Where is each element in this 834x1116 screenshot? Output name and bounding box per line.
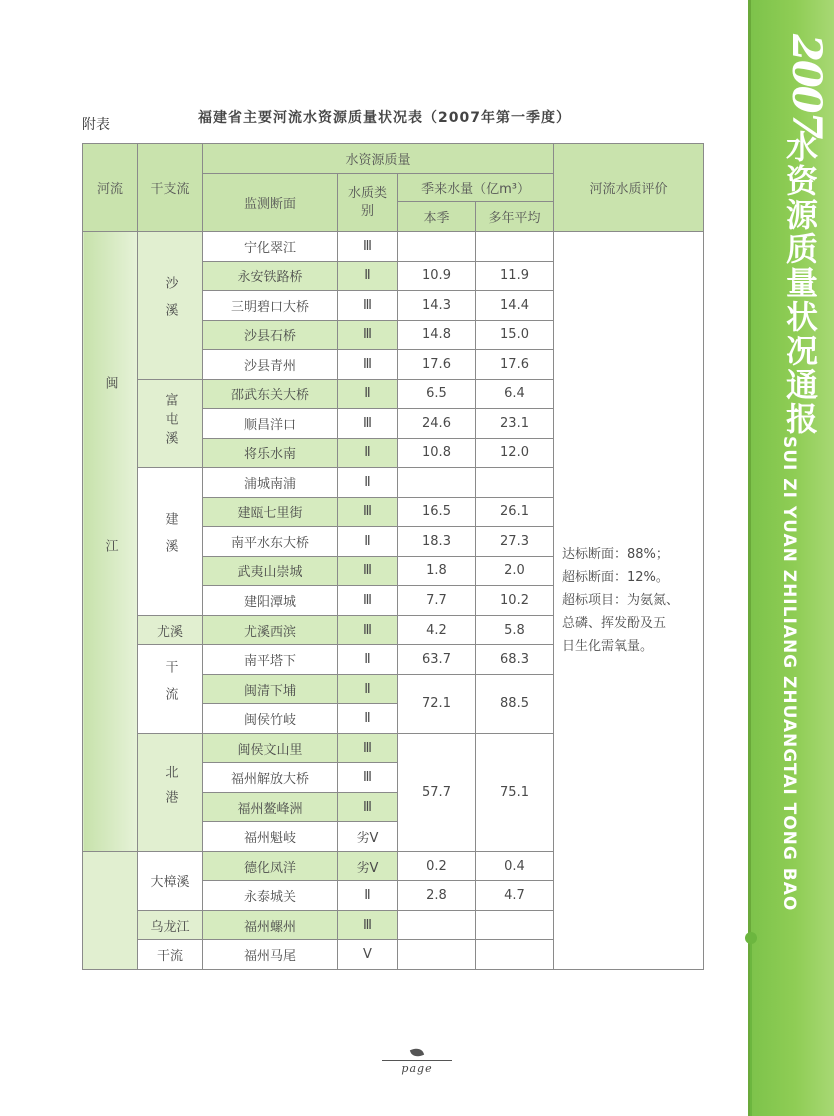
current-cell: 10.9 [398,261,476,291]
average-cell: 14.4 [476,291,554,321]
quality-cell: Ⅲ [338,792,398,822]
quality-cell: Ⅲ [338,615,398,645]
average-cell [476,232,554,262]
section-cell: 南平水东大桥 [203,527,338,557]
quality-cell: 劣Ⅴ [338,822,398,852]
section-cell: 将乐水南 [203,438,338,468]
current-cell: 63.7 [398,645,476,675]
evaluation-cell [554,232,704,970]
quality-cell: Ⅲ [338,586,398,616]
evaluation-line: 超标断面：12%。 [562,570,669,586]
current-cell [398,232,476,262]
average-cell [476,468,554,498]
evaluation-line: 超标项目：为氨氮、 [562,593,680,609]
header-quality: 水质类别 [338,174,398,232]
branch-youxi: 尤溪 [138,615,203,645]
section-cell: 福州鳌峰洲 [203,792,338,822]
section-cell: 沙县石桥 [203,320,338,350]
quality-cell: Ⅲ [338,763,398,793]
section-cell: 武夷山崇城 [203,556,338,586]
quality-cell: Ⅲ [338,350,398,380]
branch-beigang: 北港 [138,733,203,851]
section-cell: 福州马尾 [203,940,338,970]
average-cell: 17.6 [476,350,554,380]
section-cell: 宁化翠江 [203,232,338,262]
quality-cell: Ⅲ [338,409,398,439]
header-section: 监测断面 [203,174,338,232]
average-cell: 0.4 [476,851,554,881]
quality-cell: Ⅲ [338,910,398,940]
header-flow: 季来水量（亿m³） [398,174,554,202]
quality-cell: Ⅲ [338,320,398,350]
side-year: 2007 [783,34,830,138]
section-cell: 三明碧口大桥 [203,291,338,321]
section-cell: 建阳潭城 [203,586,338,616]
average-cell: 26.1 [476,497,554,527]
average-cell: 15.0 [476,320,554,350]
average-cell: 10.2 [476,586,554,616]
average-cell: 88.5 [476,674,554,733]
river-cell [83,232,138,852]
section-cell: 福州魁岐 [203,822,338,852]
average-cell: 11.9 [476,261,554,291]
section-cell: 福州解放大桥 [203,763,338,793]
section-cell: 福州螺州 [203,910,338,940]
current-cell: 7.7 [398,586,476,616]
quality-cell: Ⅱ [338,704,398,734]
average-cell: 23.1 [476,409,554,439]
section-cell: 沙县青州 [203,350,338,380]
leaf-icon [410,1046,424,1059]
attachment-label: 附表 [82,117,110,133]
branch-dazhangxi: 大樟溪 [138,851,203,910]
side-dot-icon [745,932,757,944]
section-cell: 闽侯文山里 [203,733,338,763]
branch-jianxi: 建溪 [138,468,203,616]
current-cell: 4.2 [398,615,476,645]
current-cell: 10.8 [398,438,476,468]
branch-shaxi: 沙溪 [138,232,203,380]
branch-ganliu: 干流 [138,645,203,734]
average-cell: 27.3 [476,527,554,557]
page-word: page [382,1060,452,1075]
header-current: 本季 [398,202,476,232]
current-cell: 0.2 [398,851,476,881]
header-average: 多年平均 [476,202,554,232]
quality-cell: Ⅱ [338,261,398,291]
average-cell: 5.8 [476,615,554,645]
river-cell-lower [83,851,138,969]
branch-ganliu-lower: 干流 [138,940,203,970]
page-marker [382,1048,452,1082]
current-cell [398,468,476,498]
section-cell: 永泰城关 [203,881,338,911]
side-pinyin: SUI ZI YUAN ZHILIANG ZHUANGTAI TONG BAO [779,436,799,912]
average-cell: 4.7 [476,881,554,911]
quality-cell: Ⅱ [338,468,398,498]
section-cell: 闽侯竹岐 [203,704,338,734]
section-cell: 顺昌洋口 [203,409,338,439]
side-title: 水资源质量状况通报 [781,130,819,436]
current-cell: 72.1 [398,674,476,733]
current-cell: 24.6 [398,409,476,439]
branch-futunxi: 富屯溪 [138,379,203,468]
current-cell [398,910,476,940]
river-name: 闽江 [102,376,118,703]
quality-cell: Ⅱ [338,527,398,557]
branch-wulongjiang: 乌龙江 [138,910,203,940]
side-line [750,944,752,1116]
current-cell: 6.5 [398,379,476,409]
header-river: 河流 [83,144,138,232]
evaluation-line: 达标断面：88%； [562,547,669,563]
current-cell: 14.3 [398,291,476,321]
quality-cell: Ⅲ [338,232,398,262]
average-cell [476,910,554,940]
section-cell: 南平塔下 [203,645,338,675]
header-branch: 干支流 [138,144,203,232]
current-cell: 1.8 [398,556,476,586]
quality-cell: Ⅱ [338,674,398,704]
quality-cell: 劣Ⅴ [338,851,398,881]
evaluation-line: 总磷、挥发酚及五 [562,616,667,632]
quality-cell: Ⅱ [338,438,398,468]
quality-cell: Ⅱ [338,379,398,409]
section-cell: 德化凤洋 [203,851,338,881]
header-evaluation: 河流水质评价 [554,144,704,232]
quality-cell: Ⅲ [338,556,398,586]
current-cell: 18.3 [398,527,476,557]
quality-cell: Ⅴ [338,940,398,970]
current-cell: 2.8 [398,881,476,911]
section-cell: 建瓯七里街 [203,497,338,527]
quality-cell: Ⅱ [338,645,398,675]
average-cell [476,940,554,970]
quality-cell: Ⅲ [338,291,398,321]
quality-cell: Ⅲ [338,733,398,763]
evaluation-line: 日生化需氧量。 [562,639,654,655]
water-quality-table [82,143,703,970]
header-group: 水资源质量 [203,144,554,174]
section-cell: 闽清下埔 [203,674,338,704]
quality-cell: Ⅱ [338,881,398,911]
current-cell: 17.6 [398,350,476,380]
section-cell: 尤溪西滨 [203,615,338,645]
average-cell: 12.0 [476,438,554,468]
section-cell: 永安铁路桥 [203,261,338,291]
current-cell: 57.7 [398,733,476,851]
section-cell: 邵武东关大桥 [203,379,338,409]
current-cell [398,940,476,970]
average-cell: 68.3 [476,645,554,675]
average-cell: 6.4 [476,379,554,409]
table-title: 福建省主要河流水资源质量状况表（2007年第一季度） [198,110,571,126]
average-cell: 75.1 [476,733,554,851]
quality-cell: Ⅲ [338,497,398,527]
section-cell: 浦城南浦 [203,468,338,498]
current-cell: 14.8 [398,320,476,350]
current-cell: 16.5 [398,497,476,527]
average-cell: 2.0 [476,556,554,586]
